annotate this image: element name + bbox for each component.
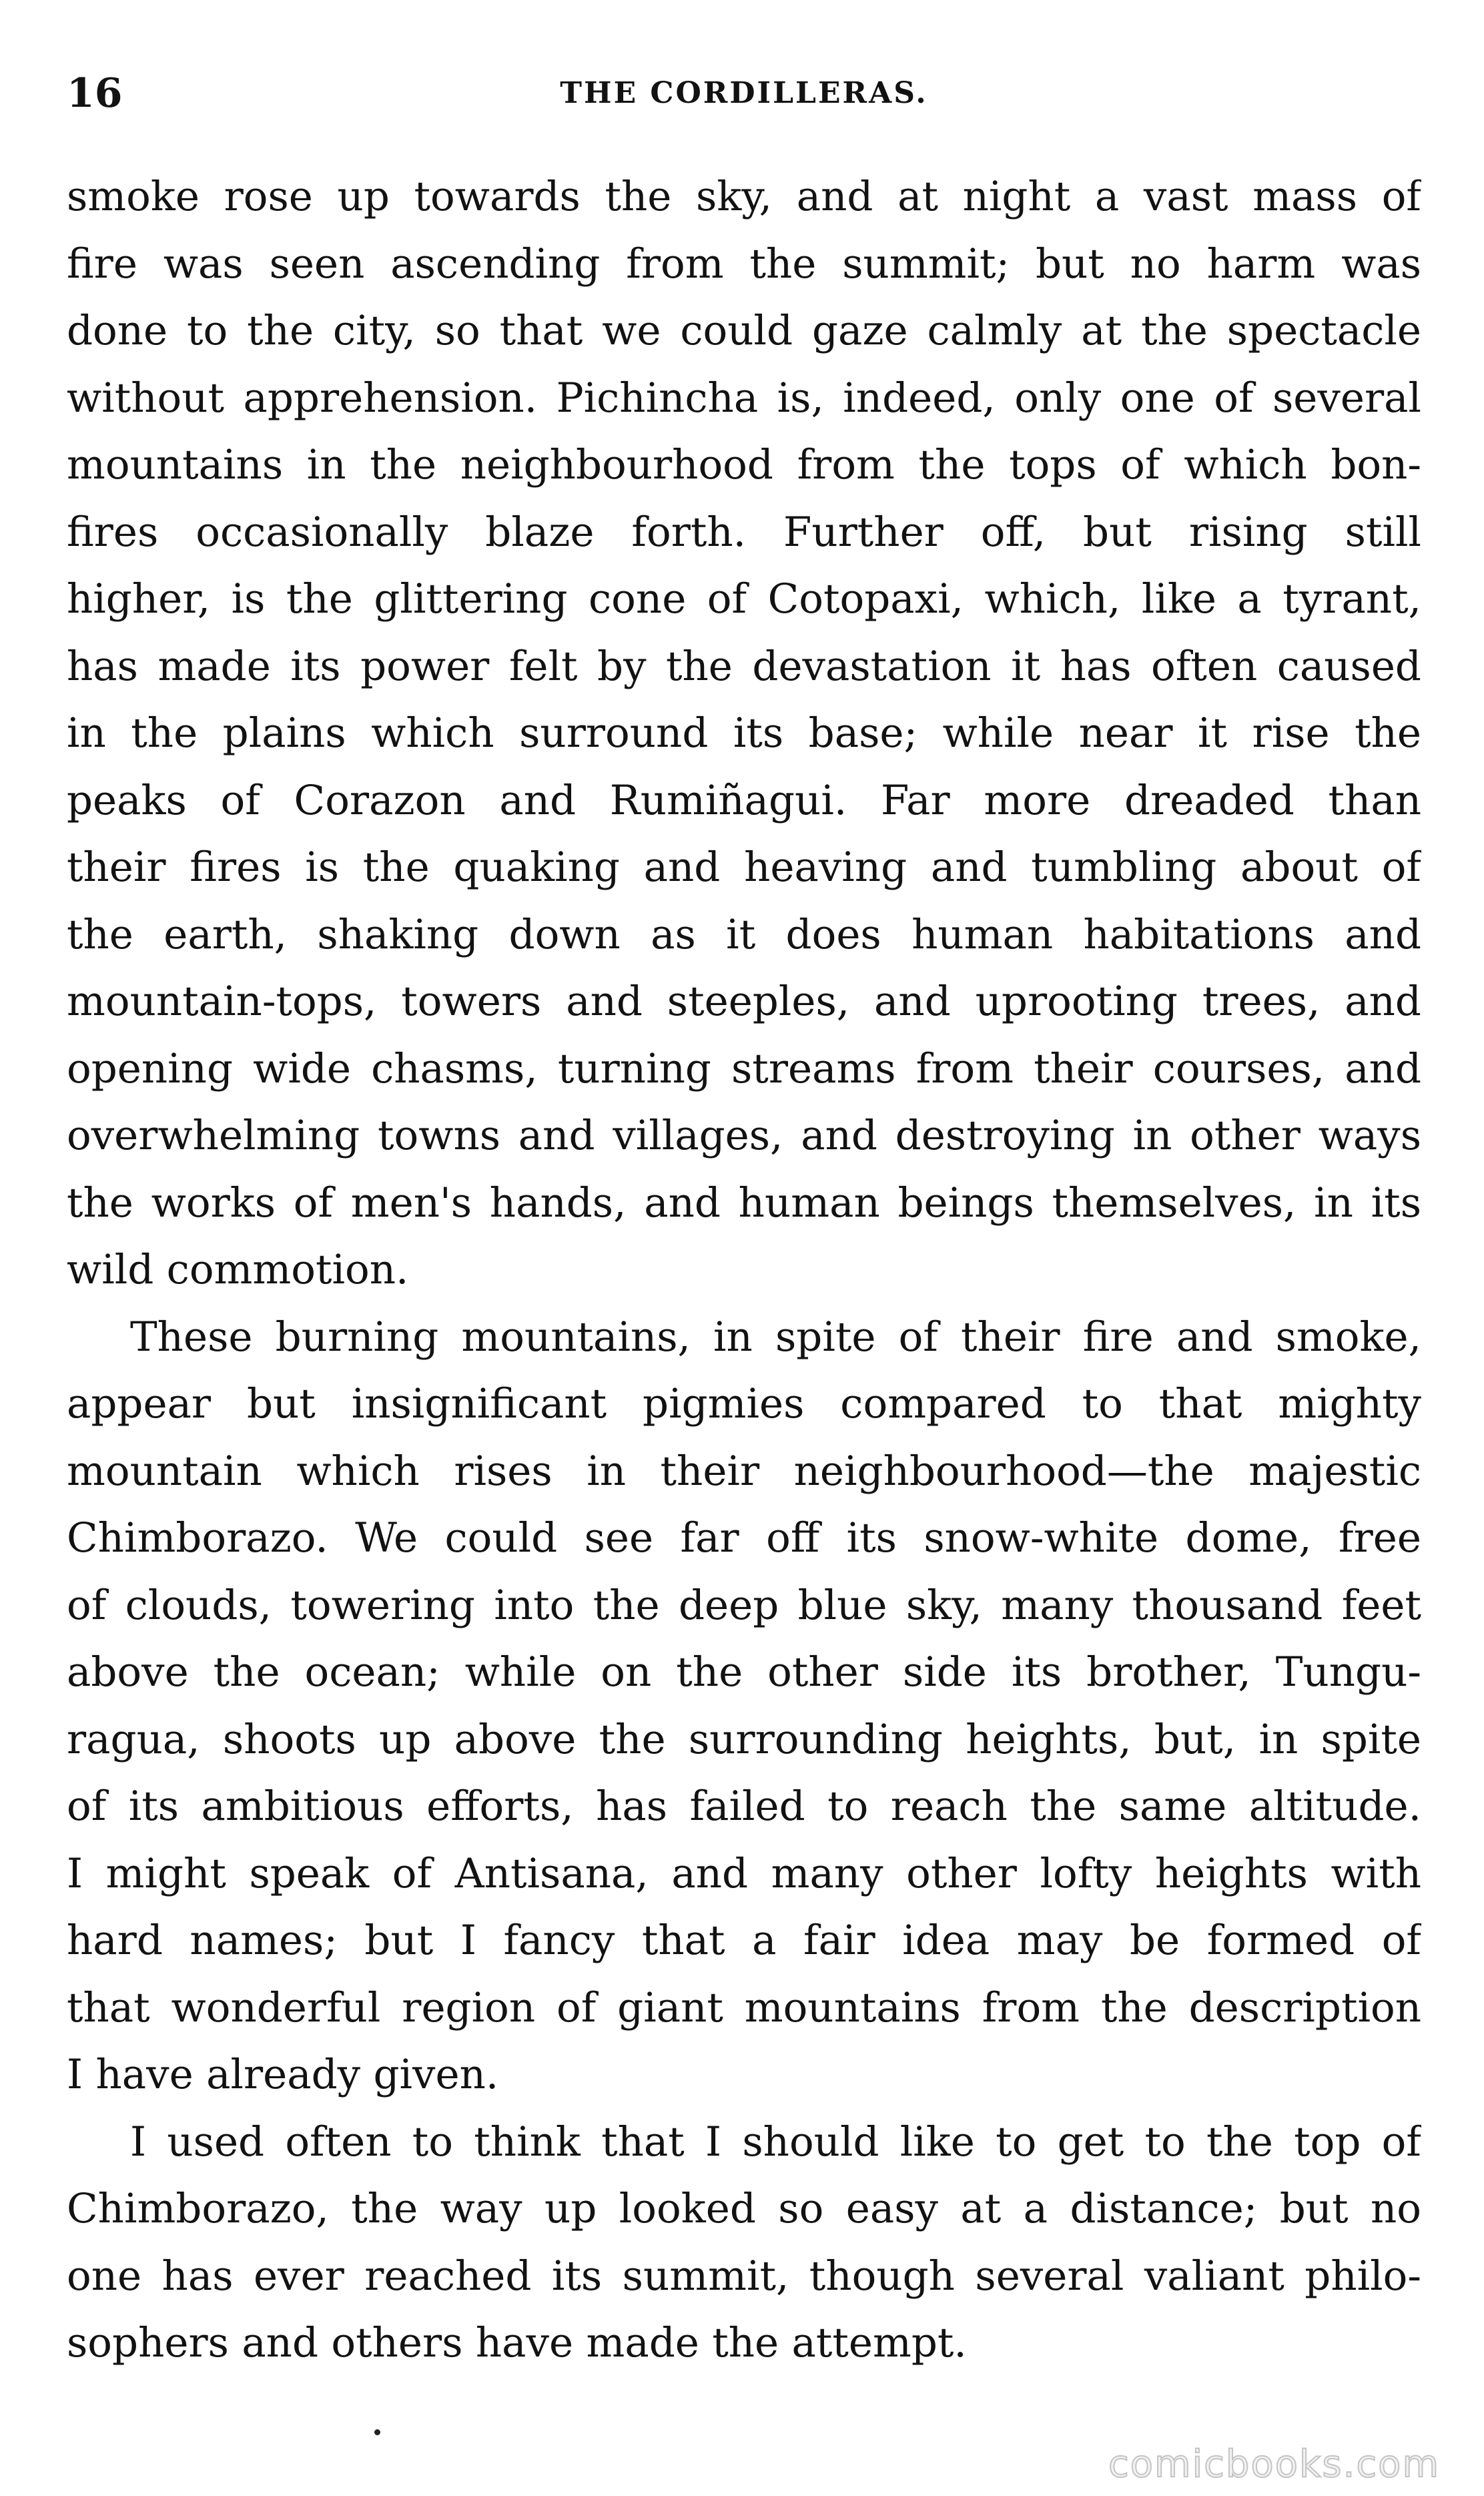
- text-line: fires occasionally blaze forth. Further off, but rising still: [67, 508, 1421, 556]
- text-line: I have already given.: [67, 2051, 499, 2098]
- text-line: that wonderful region of giant mountains from the description: [67, 1983, 1421, 2032]
- text-line: mountain which rises in their neighbourhood—the majestic: [67, 1447, 1421, 1495]
- text-line: above the ocean; while on the other side its brother, Tungu-: [67, 1648, 1421, 1696]
- page-header: [67, 63, 1421, 123]
- text-line: of clouds, towering into the deep blue sky, many thousand feet: [67, 1581, 1421, 1629]
- text-line: appear but insignificant pigmies compared to that mighty: [67, 1380, 1421, 1428]
- text-line: mountain-tops, towers and steeples, and uprooting trees, and: [67, 978, 1421, 1025]
- text-line: overwhelming towns and villages, and destroying in other ways: [67, 1112, 1421, 1159]
- text-line: opening wide chasms, turning streams from their courses, and: [67, 1044, 1421, 1093]
- paragraph-2: [67, 1304, 1421, 2109]
- text-line: Chimborazo. We could see far off its snow-white dome, free: [67, 1514, 1421, 1562]
- watermark: comicbooks.com: [1108, 2443, 1440, 2486]
- text-line: fire was seen ascending from the summit; but no harm was: [67, 240, 1421, 288]
- text-line: has made its power felt by the devastation it has often caused: [67, 642, 1421, 690]
- text-line: the works of men's hands, and human beings themselves, in its: [67, 1179, 1421, 1227]
- text-line: one has ever reached its summit, though several valiant philo-: [67, 2252, 1421, 2300]
- text-line: without apprehension. Pichincha is, indeed, only one of several: [67, 374, 1421, 422]
- paragraph-1: [67, 164, 1421, 1304]
- text-line: mountains in the neighbourhood from the tops of which bon-: [67, 441, 1421, 489]
- text-line: I might speak of Antisana, and many other lofty heights with: [67, 1849, 1421, 1897]
- text-line: smoke rose up towards the sky, and at night a vast mass of: [67, 173, 1421, 220]
- text-line: their fires is the quaking and heaving and tumbling about of: [67, 844, 1421, 891]
- running-head: THE CORDILLERAS.: [560, 76, 928, 110]
- text-line: the earth, shaking down as it does human habitations and: [67, 910, 1421, 958]
- text-line: done to the city, so that we could gaze calmly at the spectacle: [67, 307, 1421, 354]
- text-line: wild commotion.: [67, 1246, 409, 1293]
- body-text: [67, 164, 1421, 2377]
- text-line: sophers and others have made the attempt.: [67, 2319, 967, 2367]
- paragraph-3: [67, 2109, 1421, 2377]
- text-line: These burning mountains, in spite of their fire and smoke,: [130, 1313, 1421, 1361]
- text-line: of its ambitious efforts, has failed to reach the same altitude.: [67, 1783, 1421, 1830]
- ink-speck: [374, 2429, 380, 2435]
- text-line: peaks of Corazon and Rumiñagui. Far more dreaded than: [67, 776, 1421, 824]
- page-number: 16: [67, 70, 123, 117]
- text-line: higher, is the glittering cone of Cotopaxi, which, like a tyrant,: [67, 575, 1421, 623]
- text-line: hard names; but I fancy that a fair idea may be formed of: [67, 1917, 1421, 1964]
- text-line: ragua, shoots up above the surrounding heights, but, in spite: [67, 1715, 1421, 1763]
- text-line: I used often to think that I should like to get to the top of: [130, 2118, 1421, 2166]
- text-line: in the plains which surround its base; while near it rise the: [67, 709, 1421, 757]
- text-line: Chimborazo, the way up looked so easy at a distance; but no: [67, 2185, 1421, 2232]
